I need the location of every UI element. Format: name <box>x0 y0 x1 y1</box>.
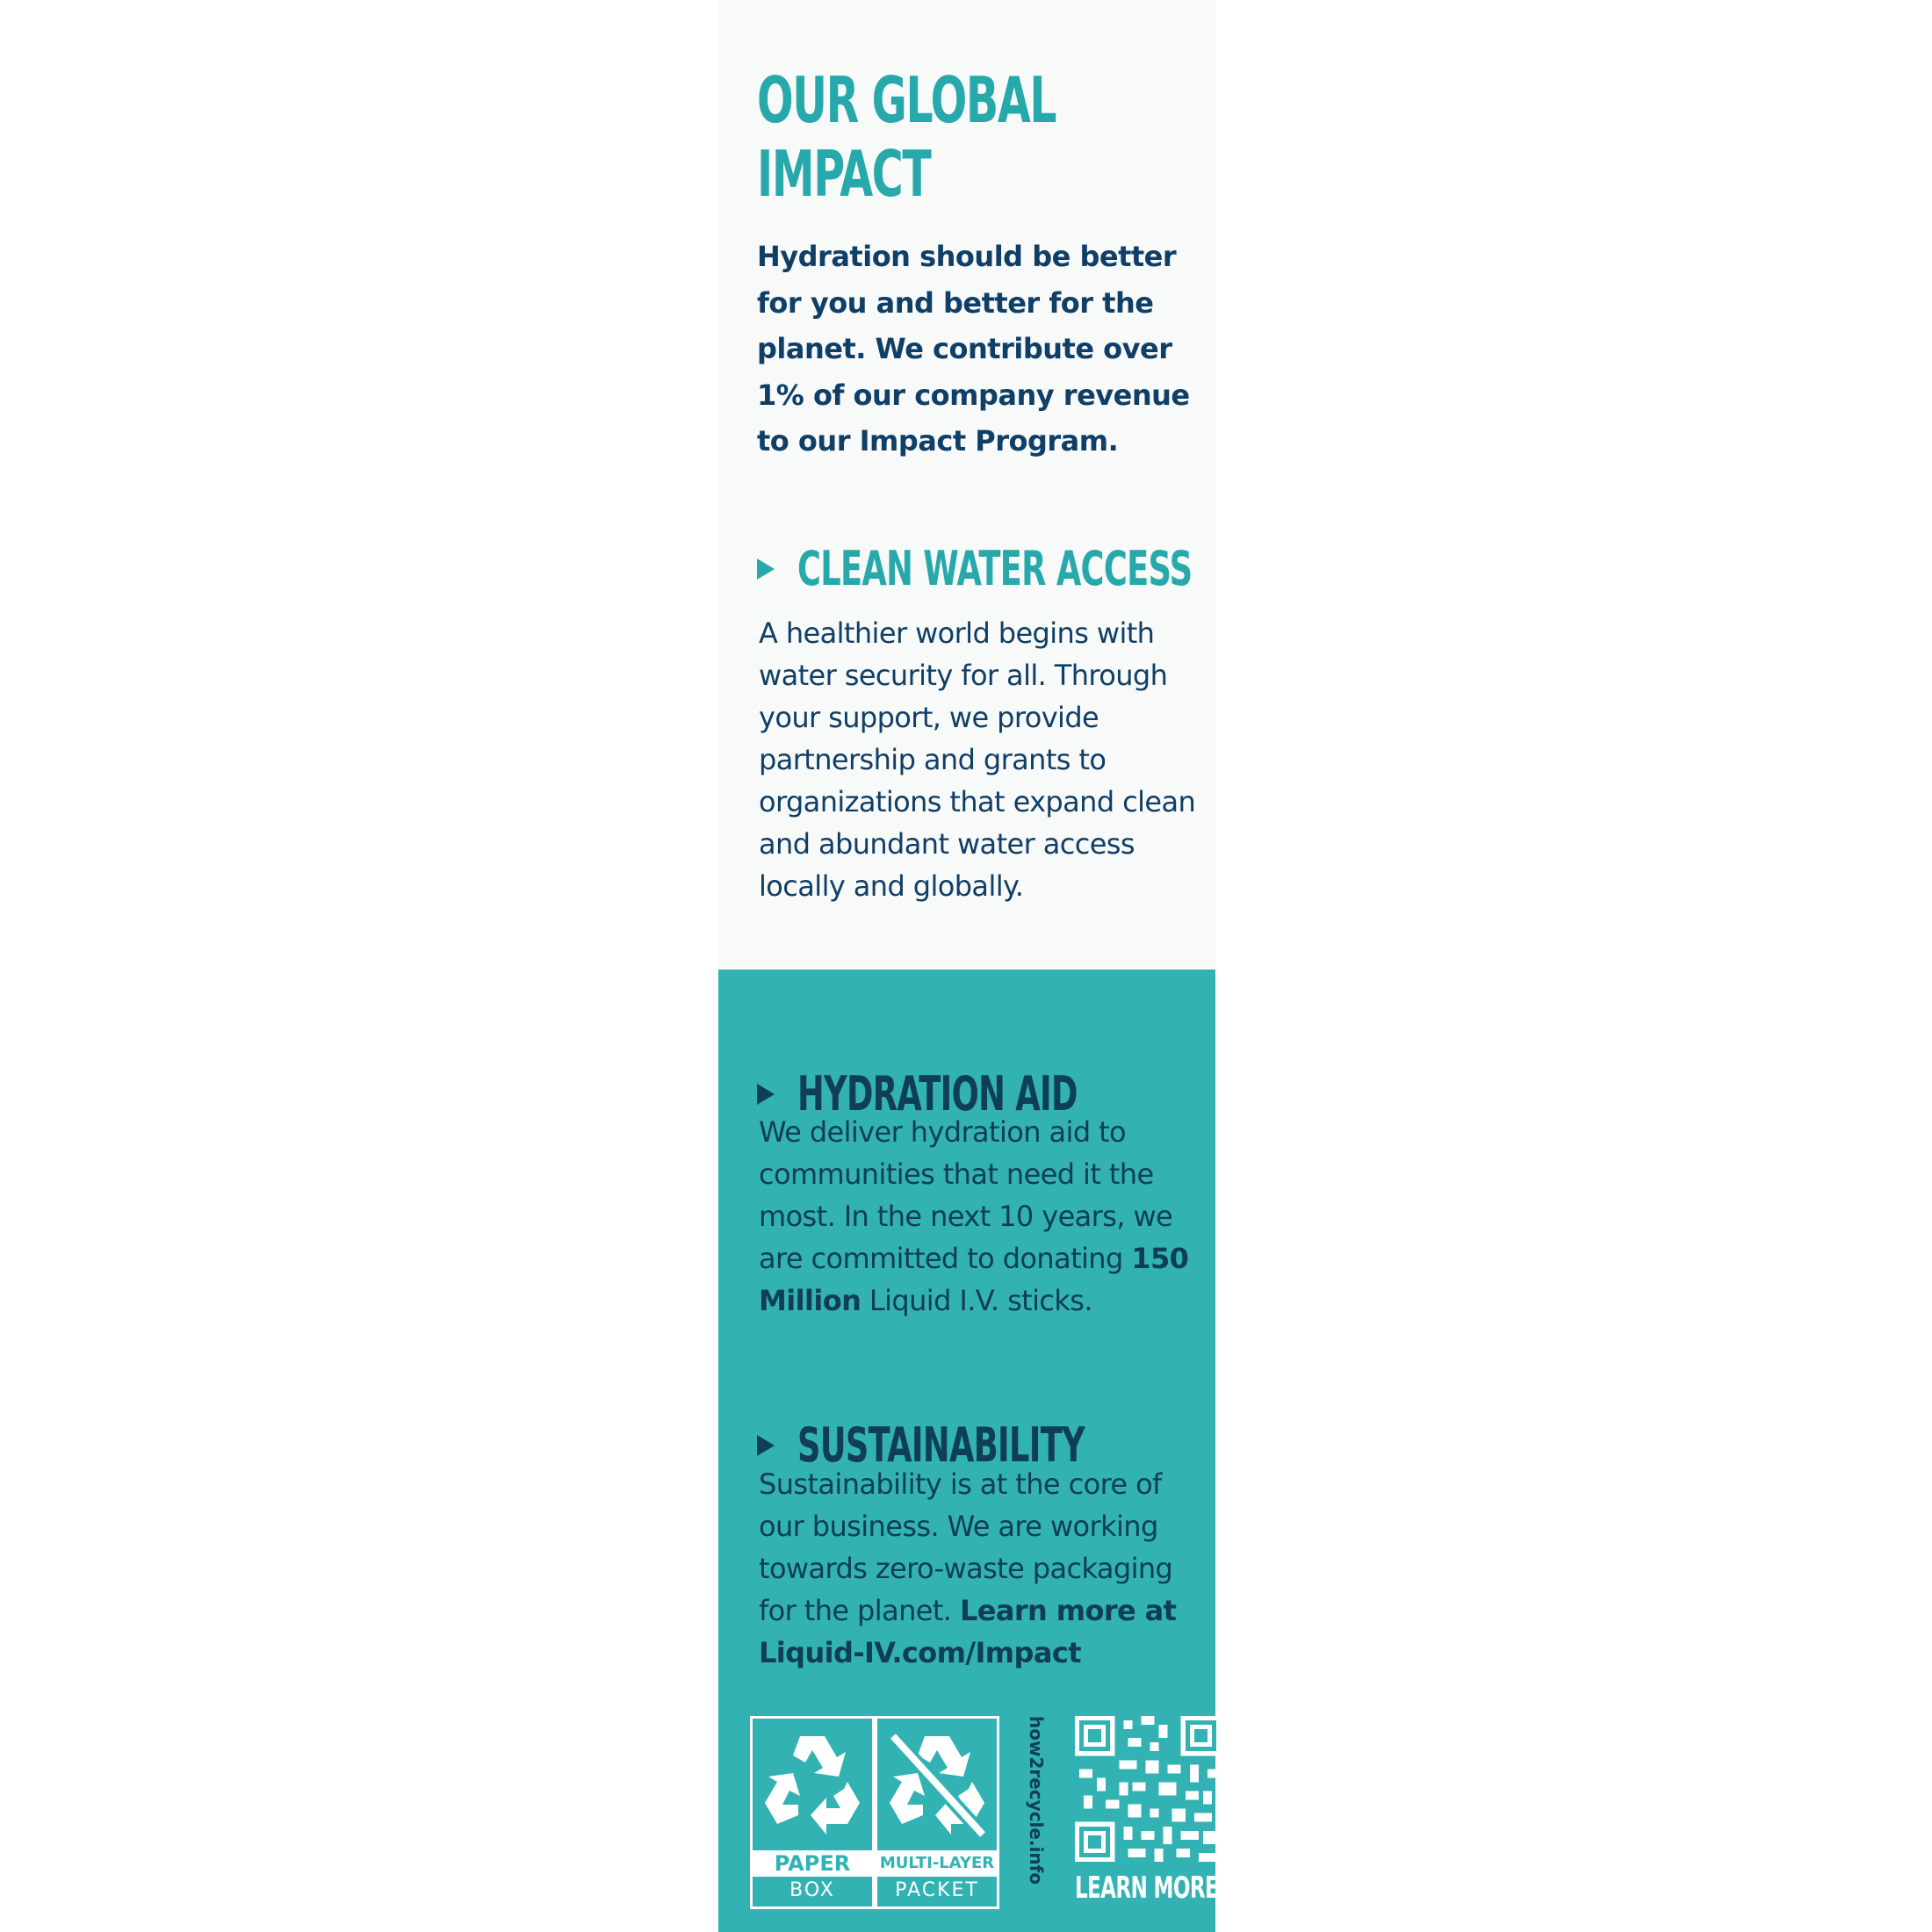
white-panel-section <box>718 0 1215 970</box>
learn-more-label: LEARN MORE <box>1075 1871 1219 1906</box>
triangle-bullet-icon <box>757 559 775 580</box>
recycle-box-component: BOX <box>789 1879 835 1901</box>
body-text: Liquid I.V. sticks. <box>861 1284 1092 1317</box>
teal-panel-section <box>718 970 1219 1932</box>
not-recyclable-icon <box>884 1727 990 1842</box>
intro-text: Hydration should be better for you and better for the planet. We contribute over 1% of our company revenue to our Impact Program. <box>757 240 1190 458</box>
section-clean-water-body: A healthier world begins with water security for all. Through your support, we provide partnership and grants to organizations that expand clean and abundant water access locally and globally. <box>759 616 1196 903</box>
learn-more-link: Learn more at Liquid-IV.com/Impact <box>759 1594 1177 1669</box>
qr-code-icon[interactable] <box>1075 1716 1221 1862</box>
recycle-website: how2recycle.info <box>1026 1716 1047 1885</box>
body-text: We deliver hydration aid to communities that need it the most. In the next 10 years, we are committed to donating <box>759 1115 1173 1275</box>
section-sustainability-body <box>759 1463 1207 1674</box>
section-title: SUSTAINABILITY <box>797 1417 1085 1473</box>
recycle-box-paper <box>750 1716 875 1909</box>
recycle-box-component: PACKET <box>895 1879 979 1901</box>
recycle-box-material: MULTI-LAYER <box>877 1850 997 1877</box>
triangle-bullet-icon <box>757 1435 775 1456</box>
highlight-text: 150 Million <box>759 1242 1189 1317</box>
section-hydration-aid-body <box>759 1111 1207 1322</box>
body-text: Sustainability is at the core of our business. We are working towards zero-waste packaging for the planet. <box>759 1467 1173 1627</box>
recycle-icon <box>760 1727 865 1842</box>
page-title <box>757 63 1056 211</box>
title-line-1: OUR GLOBAL <box>757 63 1056 137</box>
recycle-box-packet <box>875 1716 999 1909</box>
section-title: HYDRATION AID <box>797 1066 1078 1121</box>
title-line-2: IMPACT <box>757 137 931 211</box>
package-side-panel <box>718 0 1219 1932</box>
triangle-bullet-icon <box>757 1084 775 1105</box>
recycle-box-material: PAPER <box>753 1850 872 1877</box>
section-title: CLEAN WATER ACCESS <box>797 541 1193 596</box>
section-clean-water-header <box>757 543 1378 595</box>
